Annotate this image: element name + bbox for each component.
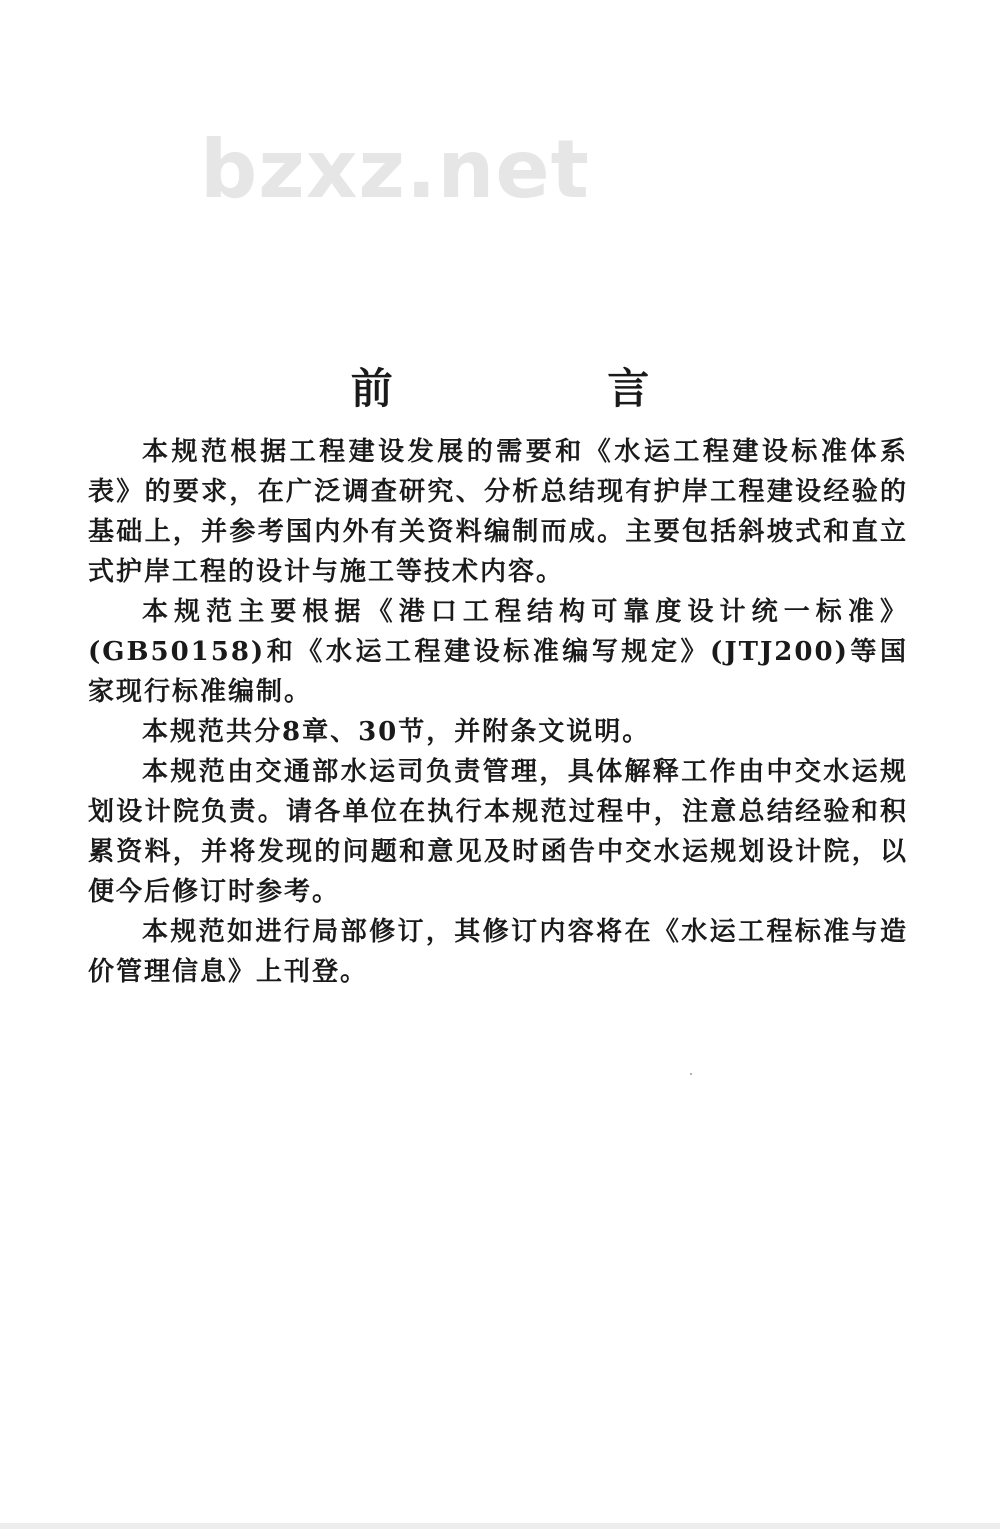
paragraph: 本规范如进行局部修订，其修订内容将在《水运工程标准与造价管理信息》上刊登。 (88, 917, 908, 987)
paragraph: 本规范根据工程建设发展的需要和《水运工程建设标准体系表》的要求，在广泛调查研究、分析总结现有护岸工程建设经验的基础上，并参考国内外有关资料编制而成。主要包括斜坡式和直立式护岸工程的设计与施工等技术内容。 (88, 437, 908, 587)
preface-body (88, 432, 908, 992)
scan-speck (690, 1073, 692, 1075)
watermark: bzxz.net (200, 123, 590, 216)
paragraph: 本规范主要根据《港口工程结构可靠度设计统一标准》(GB50158)和《水运工程建设标准编写规定》(JTJ200)等国家现行标准编制。 (88, 597, 908, 707)
page-title: 前 言 (350, 364, 750, 414)
paragraph: 本规范由交通部水运司负责管理，具体解释工作由中交水运规划设计院负责。请各单位在执行本规范过程中，注意总结经验和积累资料，并将发现的问题和意见及时函告中交水运规划设计院，以便今后修订时参考。 (88, 757, 908, 907)
page-edge (0, 1523, 1000, 1529)
paragraph: 本规范共分8章、30节，并附条文说明。 (142, 717, 651, 747)
